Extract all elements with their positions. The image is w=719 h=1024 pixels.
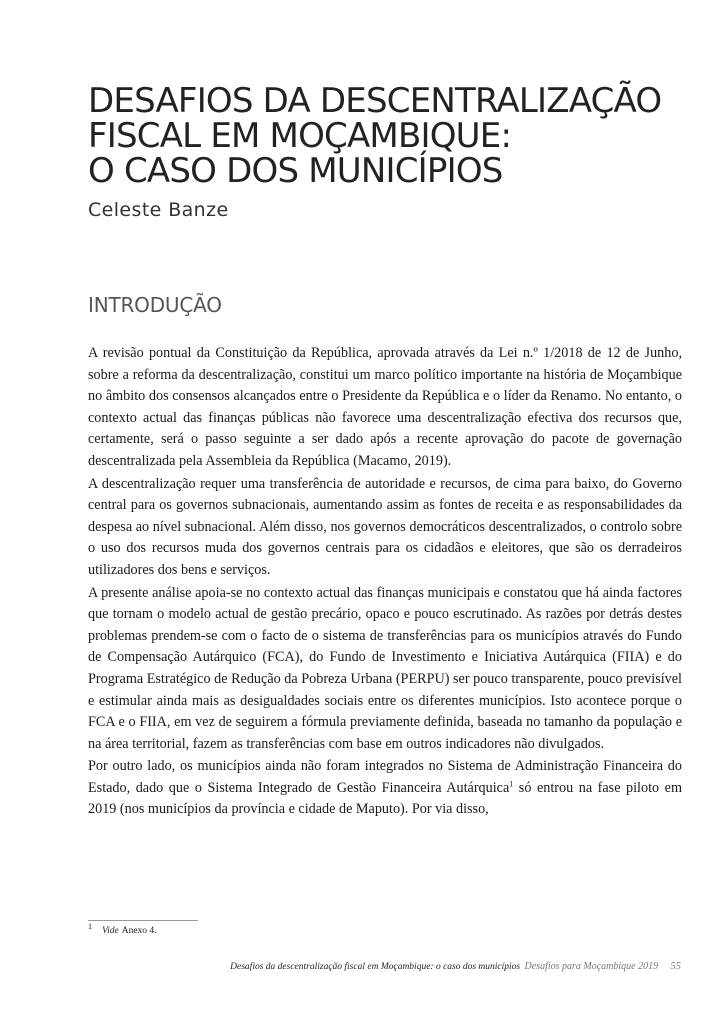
section-heading: INTRODUÇÃO (88, 293, 222, 317)
author-name: Celeste Banze (88, 199, 229, 221)
paragraph-3: A presente análise apoia-se no contexto actual das finanças municipais e constatou que há ainda factores que tornam o modelo actual de gestão precário, opaco e pouco escrutinado. As razões por detrás destes problemas prendem-se com o facto de o sistema de transferências para os municípios através do Fundo de Compensação Autárquico (FCA), do Fundo de Investimento e Iniciativa Autárquica (FIIA) e do Programa Estratégico de Redução da Pobreza Urbana (PERPU) ser pouco transparente, pouco previsível e estimular ainda mais as desigualdades sociais entre os diferentes municípios. Isto acontece porque o FCA e o FIIA, em vez de seguirem a fórmula previamente definida, baseada no tamanho da população e na área territorial, fazem as transferências com base em outros indicadores não divulgados. (88, 584, 682, 752)
paragraph-1: A revisão pontual da Constituição da República, aprovada através da Lei n.º 1/2018 de 12 de Junho, sobre a reforma da descentralização, constitui um marco político importante na história de Moçambique no âmbito dos consensos alcançados entre o Presidente da República e o líder da Renamo. No entanto, o contexto actual das finanças públicas não favorece uma descentralização efectiva dos recursos que, certamente, será o passo seguinte a ser dado após a recente aprovação do pacote de governação descentralizada pela Assembleia da República (Macamo, 2019). (88, 345, 682, 469)
paragraph-4 (88, 756, 682, 821)
chapter-title-line-2: FISCAL EM MOÇAMBIQUE: (88, 116, 512, 156)
paragraph-2: A descentralização requer uma transferência de autoridade e recursos, de cima para baixo, do Governo central para os governos subnacionais, aumentando assim as fontes de receita e as responsabilidades da despesa ao nível subnacional. Além disso, nos governos democráticos descentralizados, o controlo sobre o uso dos recursos muda dos governos centrais para os cidadãos e eleitores, que são os derradeiros utilizadores dos bens e serviços. (88, 475, 682, 578)
footnote-divider (88, 920, 198, 921)
footnote-vide: Vide (102, 926, 119, 936)
paragraph-4-text-start: Por outro lado, os municípios ainda não foram integrados no Sistema de Administração Financeira do Estado, dado que o Sistema Integrado de Gestão Financeira Autárquica (88, 758, 682, 796)
footnote-number: 1 (88, 921, 92, 931)
chapter-title-line-1: DESAFIOS DA DESCENTRALIZAÇÃO (88, 81, 662, 121)
chapter-title (88, 81, 662, 191)
page-number: 55 (670, 961, 681, 972)
footer-publication: Desafios para Moçambique 2019 (524, 961, 659, 972)
chapter-title-line-3: O CASO DOS MUNICÍPIOS (88, 151, 503, 191)
paragraph-4-text-end: só entrou na fase piloto em 2019 (nos municípios da província e cidade de Maputo). Por via disso, (88, 779, 682, 818)
footnote (88, 921, 157, 936)
body-text (88, 343, 682, 821)
running-footer (230, 961, 681, 972)
footer-chapter-title: Desafios da descentralização fiscal em Moçambique: o caso dos municípios (230, 962, 521, 972)
footnote-text: Anexo 4. (121, 926, 157, 936)
footnote-reference[interactable]: 1 (509, 779, 514, 789)
